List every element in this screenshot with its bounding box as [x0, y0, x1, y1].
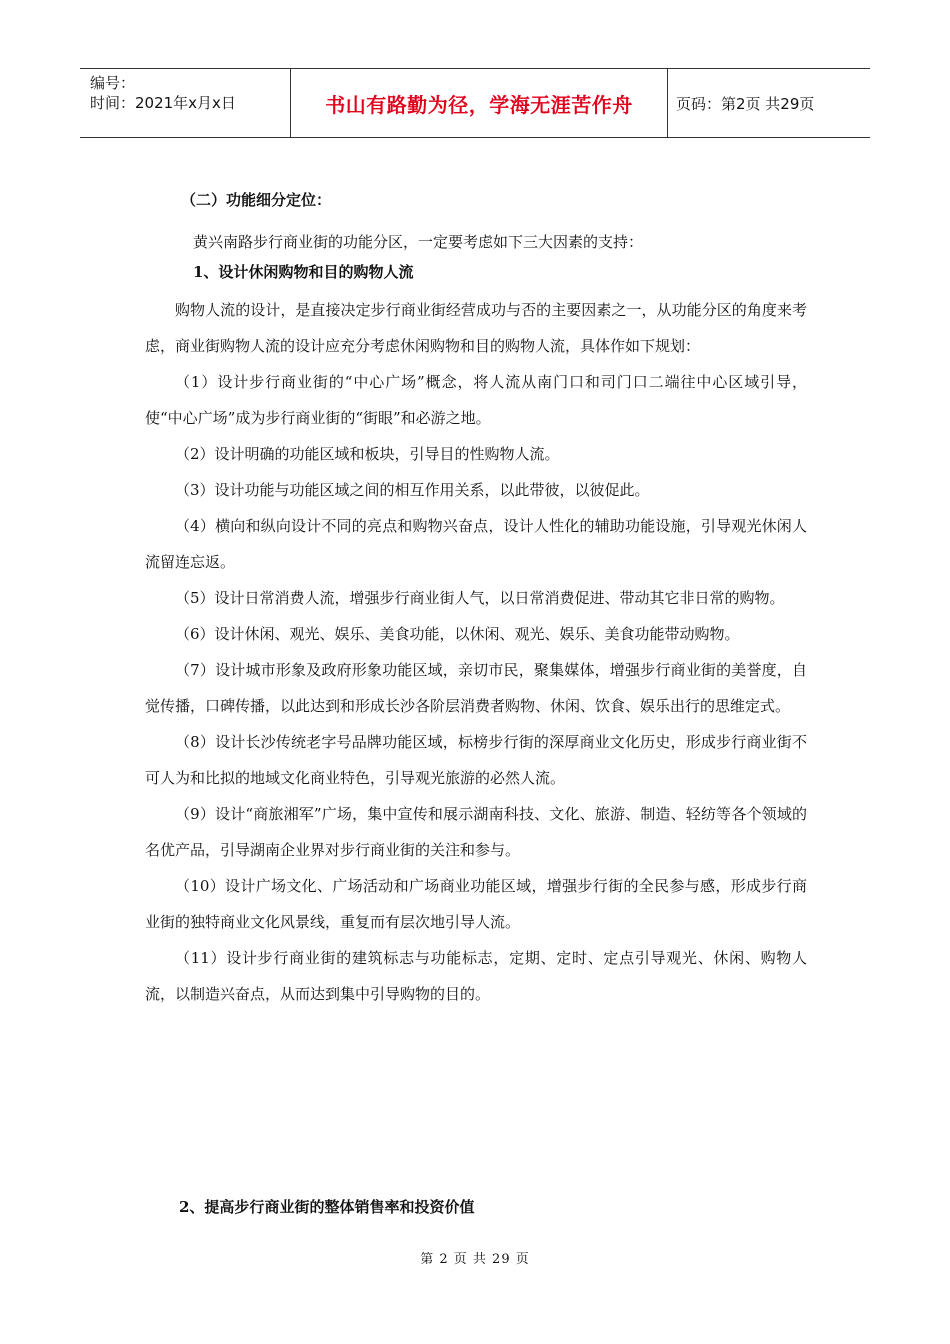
number-label: 编号：: [90, 74, 136, 92]
list-item: （10）设计广场文化、广场活动和广场商业功能区域，增强步行街的全民参与感，形成步行商业街的独特商业文化风景线，重复而有层次地引导人流。: [145, 877, 807, 931]
body-text: [145, 292, 807, 1012]
intro-paragraph: 黄兴南路步行商业街的功能分区，一定要考虑如下三大因素的支持：: [193, 233, 644, 251]
subsection-1-title: 1、设计休闲购物和目的购物人流: [193, 263, 414, 281]
list-item: （4）横向和纵向设计不同的亮点和购物兴奋点，设计人性化的辅助功能设施，引导观光休闲人流留连忘返。: [145, 517, 807, 571]
list-item: （1）设计步行商业街的“中心广场”概念，将人流从南门口和司门口二端往中心区域引导，使“中心广场”成为步行商业街的“街眼”和必游之地。: [145, 373, 807, 427]
page-footer: 第 2 页 共 29 页: [420, 1252, 530, 1267]
header-meta: [80, 69, 290, 137]
list-item: （6）设计休闲、观光、娱乐、美食功能，以休闲、观光、娱乐、美食功能带动购物。: [175, 625, 740, 643]
list-item: （7）设计城市形象及政府形象功能区域，亲切市民，聚集媒体，增强步行商业街的美誉度，自觉传播，口碑传播，以此达到和形成长沙各阶层消费者购物、休闲、饮食、娱乐出行的思维定式。: [145, 661, 807, 715]
list-item: （2）设计明确的功能区域和板块，引导目的性购物人流。: [175, 445, 560, 463]
subsection-2-title: 2、提高步行商业街的整体销售率和投资价值: [179, 1198, 475, 1216]
header-page-info: 页码：第2页 共29页: [676, 94, 815, 113]
subsection-1-paragraph: 购物人流的设计，是直接决定步行商业街经营成功与否的主要因素之一，从功能分区的角度来考虑，商业街购物人流的设计应充分考虑休闲购物和目的购物人流，具体作如下规划：: [145, 301, 807, 355]
section-title: （二）功能细分定位：: [181, 191, 332, 209]
time-label: 时间：2021年x月x日: [90, 94, 236, 112]
list-item: （3）设计功能与功能区域之间的相互作用关系，以此带彼，以彼促此。: [175, 481, 650, 499]
list-item: （9）设计“商旅湘军”广场，集中宣传和展示湖南科技、文化、旅游、制造、轻纺等各个领域的名优产品，引导湖南企业界对步行商业街的关注和参与。: [145, 805, 807, 859]
list-item: （8）设计长沙传统老字号品牌功能区域，标榜步行街的深厚商业文化历史，形成步行商业街不可人为和比拟的地域文化商业特色，引导观光旅游的必然人流。: [145, 733, 807, 787]
list-item: （11）设计步行商业街的建筑标志与功能标志，定期、定时、定点引导观光、休闲、购物人流，以制造兴奋点，从而达到集中引导购物的目的。: [145, 949, 807, 1003]
document-header: [80, 68, 870, 138]
list-item: （5）设计日常消费人流，增强步行商业街人气，以日常消费促进、带动其它非日常的购物。: [175, 589, 785, 607]
header-motto: 书山有路勤为径，学海无涯苦作舟: [290, 69, 668, 137]
